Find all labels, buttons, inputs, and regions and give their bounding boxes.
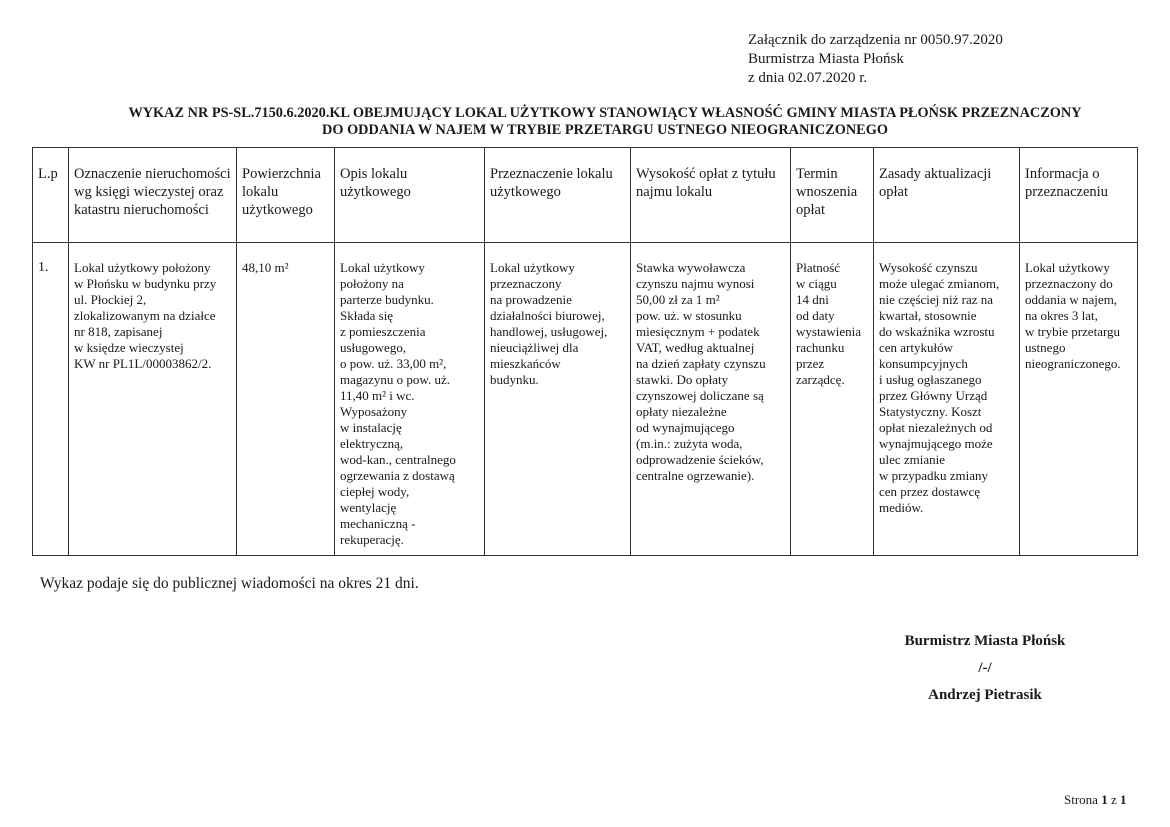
cell-opis: Lokal użytkowy położony na parterze budynku. Składa się z pomieszczenia usługowego, o pow. uż. 33,00 m², magazynu o pow. uż. 11,40 m² i wc. Wyposażony w instalację elektryczną, wod-kan., centralnego ogrzewania z dostawą ciepłej wody, wentylację mechaniczną - rekuperację.	[335, 243, 485, 556]
attachment-note-line: Załącznik do zarządzenia nr 0050.97.2020	[748, 32, 1003, 48]
cell-oznaczenie: Lokal użytkowy położony w Płońsku w budynku przy ul. Płockiej 2, zlokalizowanym na działce nr 818, zapisanej w księdze wieczystej KW nr PL1L/00003862/2.	[69, 243, 237, 556]
document-title	[60, 105, 1150, 139]
attachment-note-line: z dnia 02.07.2020 r.	[748, 70, 868, 86]
signature-mark: /-/	[978, 660, 992, 676]
header-przeznaczenie: Przeznaczenie lokalu użytkowego	[485, 148, 631, 243]
page-number	[1064, 792, 1126, 808]
page-label: Strona	[1064, 792, 1098, 807]
header-zasady: Zasady aktualizacji opłat	[874, 148, 1020, 243]
attachment-note-line: Burmistrza Miasta Płońsk	[748, 51, 904, 67]
header-powierzchnia: Powierzchnia lokalu użytkowego	[237, 148, 335, 243]
cell-lp: 1.	[33, 243, 69, 556]
cell-wysokosc-oplat: Stawka wywoławcza czynszu najmu wynosi 50,00 zł za 1 m² pow. uż. w stosunku miesięcznym + podatek VAT, według aktualnej na dzień zapłaty czynszu stawki. Do opłaty czynszowej doliczane są opłaty niezależne od wynajmującego (m.in.: zużyta woda, odprowadzenie ścieków, centralne ogrzewanie).	[631, 243, 791, 556]
page-total: 1	[1119, 792, 1127, 807]
cell-informacja: Lokal użytkowy przeznaczony do oddania w najem, na okres 3 lat, w trybie przetargu ustnego nieograniczonego.	[1020, 243, 1138, 556]
signature-title: Burmistrz Miasta Płońsk	[904, 633, 1066, 649]
document-title-line: DO ODDANIA W NAJEM W TRYBIE PRZETARGU USTNEGO NIEOGRANICZONEGO	[322, 122, 888, 138]
header-informacja: Informacja o przeznaczeniu	[1020, 148, 1138, 243]
header-lp: L.p	[33, 148, 69, 243]
cell-powierzchnia: 48,10 m²	[237, 243, 335, 556]
cell-termin: Płatność w ciągu 14 dni od daty wystawienia rachunku przez zarządcę.	[791, 243, 874, 556]
publication-note: Wykaz podaje się do publicznej wiadomości na okres 21 dni.	[40, 575, 419, 592]
signature-name: Andrzej Pietrasik	[928, 687, 1042, 703]
page-current: 1	[1101, 792, 1108, 807]
document-title-line: WYKAZ NR PS-SL.7150.6.2020.KL OBEJMUJĄCY LOKAL UŻYTKOWY STANOWIĄCY WŁASNOŚĆ GMINY MIASTA PŁOŃSK PRZEZNACZONY	[128, 105, 1082, 121]
attachment-note	[748, 31, 1003, 88]
header-oznaczenie: Oznaczenie nieruchomości wg księgi wieczystej oraz katastru nieruchomości	[69, 148, 237, 243]
table-header-row	[33, 148, 1138, 243]
cell-zasady: Wysokość czynszu może ulegać zmianom, nie częściej niż raz na kwartał, stosownie do wskaźnika wzrostu cen artykułów konsumpcyjnych i usług ogłaszanego przez Główny Urząd Statystyczny. Koszt opłat niezależnych od wynajmującego może ulec zmianie w przypadku zmiany cen przez dostawcę mediów.	[874, 243, 1020, 556]
cell-przeznaczenie: Lokal użytkowy przeznaczony na prowadzenie działalności biurowej, handlowej, usługowej, nieuciążliwej dla mieszkańców budynku.	[485, 243, 631, 556]
header-termin: Termin wnoszenia opłat	[791, 148, 874, 243]
property-table	[32, 147, 1138, 556]
header-wysokosc-oplat: Wysokość opłat z tytułu najmu lokalu	[631, 148, 791, 243]
table-row	[33, 243, 1138, 556]
header-opis: Opis lokalu użytkowego	[335, 148, 485, 243]
page-sep: z	[1110, 792, 1117, 807]
signature-block	[870, 628, 1100, 709]
